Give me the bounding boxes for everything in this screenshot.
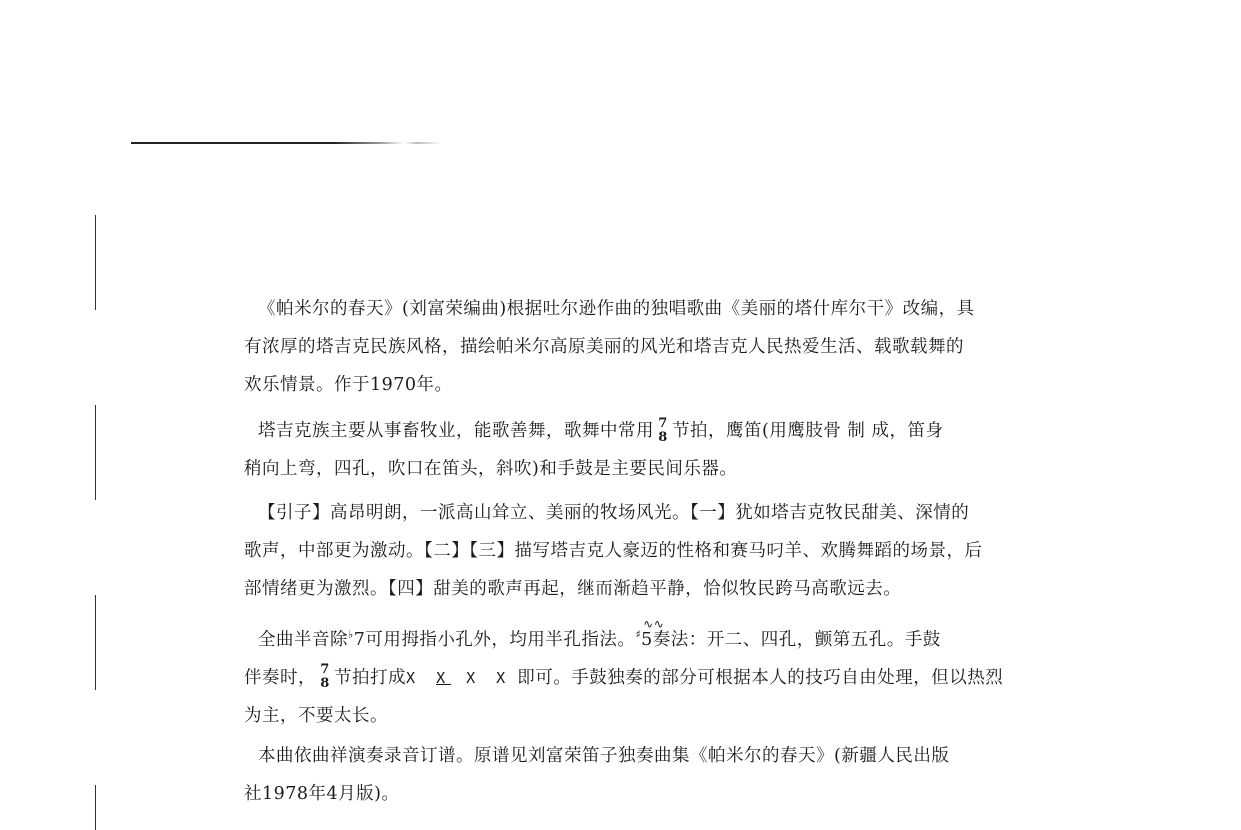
paragraph-sections: [244, 494, 1058, 608]
time-signature-numerator: 7: [658, 415, 668, 431]
time-signature: [657, 415, 669, 445]
rhythm-note-underlined: X: [436, 668, 452, 687]
text-line: 社1978年4月版)。: [244, 783, 400, 804]
text-segment: 节拍，鹰笛(用鹰肢骨 制 成，笛身: [672, 421, 944, 441]
text-line: 有浓厚的塔吉克民族风格，描绘帕米尔高原美丽的风光和塔吉克人民热爱生活、载歌载舞的: [244, 337, 964, 357]
text-segment: 奏法：开二、四孔，颤第五孔。手鼓: [652, 629, 941, 650]
paragraph-technique: [244, 616, 1058, 735]
margin-mark-3: [95, 595, 96, 690]
top-rule: [131, 142, 442, 144]
text-line: 【引子】高昂明朗，一派高山耸立、美丽的牧场风光。【一】犹如塔吉克牧民甜美、深情的: [258, 503, 970, 523]
flat-note: 7: [353, 629, 366, 650]
trill-note: [641, 616, 665, 659]
body-text: [244, 290, 1058, 813]
time-signature-denominator: 8: [658, 429, 668, 445]
paragraph-source: [244, 737, 1058, 813]
text-line: 《帕米尔的春天》(刘富荣编曲)根据吐尔逊作曲的独唱歌曲《美丽的塔什库尔干》改编，具: [258, 299, 975, 319]
trill-mark: ∿∿: [643, 616, 665, 631]
margin-mark-4: [95, 785, 96, 830]
text-line: [258, 412, 1058, 450]
text-line: 部情绪更为激烈。【四】甜美的歌声再起，继而渐趋平静，恰似牧民跨马高歌远去。: [244, 579, 902, 599]
rhythm-note: X: [406, 668, 422, 687]
time-signature-denominator: 8: [320, 676, 330, 692]
text-segment: 即可。手鼓独奏的部分可根据本人的技巧自由处理，但以热烈: [511, 667, 1004, 688]
text-segment: 节拍打成: [334, 667, 406, 688]
text-segment: 塔吉克族主要从事畜牧业，能歌善舞，歌舞中常用: [258, 421, 654, 441]
sharp-sign: ♯: [635, 628, 642, 641]
text-line: 稍向上弯，四孔，吹口在笛头，斜吹)和手鼓是主要民间乐器。: [244, 459, 738, 479]
sharp-note: 5: [641, 629, 653, 650]
rhythm-note: X X: [466, 668, 512, 687]
flat-sign: ♭: [348, 628, 354, 641]
text-segment: 全曲半音除: [258, 629, 348, 650]
paragraph-intro: [244, 290, 1058, 404]
margin-mark-2: [95, 405, 96, 500]
text-line: 本曲依曲祥演奏录音订谱。原谱见刘富荣笛子独奏曲集《帕米尔的春天》(新疆人民出版: [258, 745, 950, 766]
text-line: 欢乐情景。作于1970年。: [244, 375, 453, 395]
rhythm-pattern: [406, 669, 511, 687]
text-segment: 伴奏时，: [244, 667, 316, 688]
text-line: 为主，不要太长。: [244, 705, 388, 726]
paragraph-tajik: [244, 412, 1058, 488]
margin-mark-1: [95, 215, 96, 310]
text-segment: 可用拇指小孔外，均用半孔指法。: [365, 629, 636, 650]
text-line: [244, 659, 1058, 697]
text-line: 歌声，中部更为激动。【二】【三】描写塔吉克人豪迈的性格和赛马叼羊、欢腾舞蹈的场景，后: [244, 541, 983, 561]
time-signature-numerator: 7: [320, 662, 330, 678]
text-line: [258, 616, 1058, 659]
time-signature: [319, 662, 331, 692]
